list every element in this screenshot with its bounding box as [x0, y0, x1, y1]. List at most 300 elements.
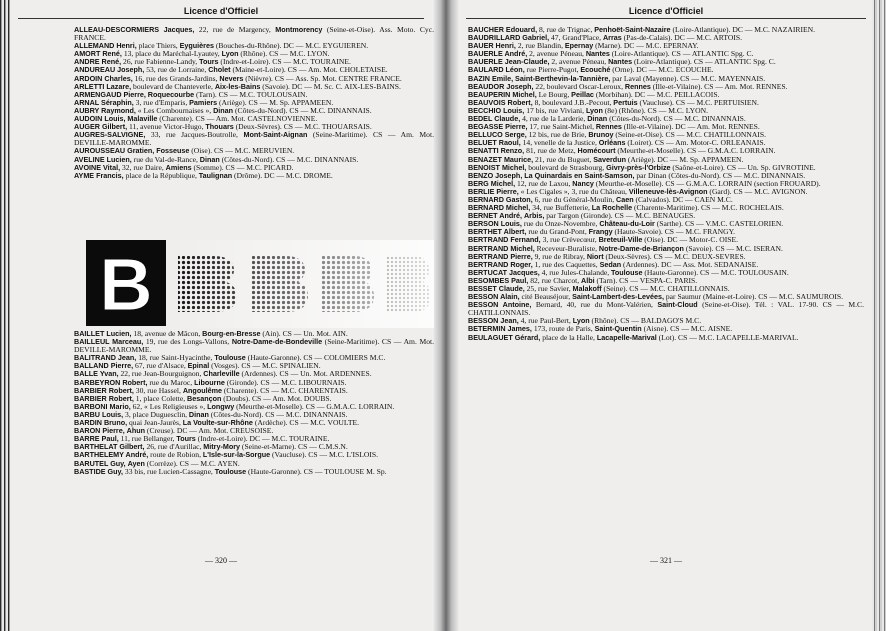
entry-details: (Ardèche). CS — M.C. VOULTE. — [252, 418, 360, 428]
entry-name: ARDOIN Charles, — [74, 73, 133, 83]
right-page — [462, 0, 870, 631]
entry-name: BESOMBES Paul, — [468, 275, 529, 285]
entry-city: Taulignan — [198, 170, 233, 180]
entry-address: 32, rue Daire, — [120, 162, 166, 172]
entry-address: place Thiers, — [136, 41, 180, 51]
directory-entry — [74, 131, 434, 147]
entry-name: BERG Michel, — [468, 178, 516, 188]
entry-details: (Loire-Atlantique). CS — ATLANTIC Spg. C. — [609, 49, 754, 59]
entry-address: 11, rue Bellanger, — [118, 434, 177, 444]
entry-city: Saint-Lambert-des-Levées, — [572, 292, 664, 302]
entry-name: BENOIST Michel, — [468, 162, 527, 172]
entry-city: Albi — [581, 275, 595, 285]
entry-name: BERNET André, — [468, 211, 523, 221]
entry-city: Homécourt — [577, 146, 616, 156]
entry-name: BARBIER Robert, — [74, 393, 134, 403]
entry-details: (Haute-Garonne). CS — M.C. TOULOUSAIN. — [642, 267, 789, 277]
entry-details: (Indre-et-Loire). CS — M.C. TOURAINE. — [218, 57, 351, 67]
entry-name: BESSET Claude, — [468, 284, 525, 293]
entry-address: 6, rue du Général-Moulin, — [532, 194, 617, 204]
entry-details: (Ain). CS — Un. Mot. AIN. — [260, 329, 348, 338]
entry-city: Epinal — [187, 361, 210, 371]
entry-address: place de la Halle, — [540, 332, 597, 342]
entry-name: BAULARD Léon, — [468, 65, 525, 75]
entry-details: (Haute-Garonne). CS — COLOMIERS M.C. — [245, 353, 386, 363]
entry-city: Arbis, — [523, 211, 545, 221]
entry-name: BARBU Louis, — [74, 409, 124, 419]
entry-name: BERLIE Pierre, — [468, 186, 519, 196]
entry-address: 173, route de Paris, — [531, 324, 595, 334]
entry-name: BASTIDE Guy, — [74, 466, 123, 476]
entry-address: 4, rue Jules-Chalande, — [539, 267, 612, 277]
entry-city: Château-du-Loir — [599, 219, 655, 229]
entry-name: BEGASSE Pierre, — [468, 122, 528, 132]
entry-address: 3, rue d'Emparis, — [133, 97, 190, 107]
entry-details: par Dinan (Côtes-du-Nord). CS — M.C. DINANNAIS. — [634, 170, 806, 180]
entry-address: Le Bourg, — [536, 89, 572, 99]
entry-city: Peillac — [571, 89, 594, 99]
entry-city: Bourg-en-Bresse — [202, 329, 261, 338]
entry-details: (Seine-et-Oise). Ass. Moto. Cyc. FRANCE. — [74, 25, 434, 43]
header-rule — [18, 18, 424, 19]
entry-address: boulevard de Chanteverle, — [131, 81, 215, 91]
entry-city: Besançon — [187, 393, 222, 403]
entry-address: 3, place Duguesclin, — [123, 409, 189, 419]
entry-name: BALLAND Pierre, — [74, 361, 134, 371]
entry-address: cité Beauséjour, — [519, 292, 573, 302]
entry-name: BERTRAND Michel, — [468, 243, 535, 253]
entry-name: AUBRY Raymond, — [74, 105, 136, 115]
entry-address: 67, rue d'Alsace, — [133, 361, 188, 371]
entry-city: Toulouse — [611, 267, 643, 277]
entry-details: (Seine-et-Marne). CS — C.M.S.N. — [240, 442, 348, 452]
entry-city: Angoulême — [182, 385, 222, 395]
entry-address: 26, rue Fabienne-Landy, — [121, 57, 200, 67]
entry-details: (Pas-de-Calais). DC — M.C. ARTOIS. — [621, 33, 743, 43]
entry-address: 18, rue Saint-Hyacinthe, — [136, 353, 215, 363]
entry-name: BESSON Antoine, — [468, 300, 532, 310]
entry-name: BAUERLE Jean-Claude, — [468, 57, 550, 67]
entry-address: 19, rue des Longs-Vallons, — [143, 337, 232, 347]
entry-city: Breteuil-Ville — [598, 235, 643, 245]
entry-details: (Tarn). CS — M.C. TOULOUSAIN. — [194, 89, 308, 99]
running-head: Licence d'Officiel — [183, 6, 259, 16]
entry-name: BALLE Yvan, — [74, 369, 119, 379]
entry-city: Saverdun — [593, 154, 626, 164]
entry-address: 3, rue Crèvecœur, — [540, 235, 599, 245]
directory-entry — [468, 334, 864, 342]
entry-details: (Savoie). DC — M. Sc. C. AIX-LES-BAINS. — [260, 81, 401, 91]
entry-city: Toulouse — [214, 466, 247, 476]
entry-name: AUROUSSEAU Gratien, — [74, 146, 155, 156]
entry-details: (Ariège). DC — M. Sp. APPAMEEN. — [625, 154, 744, 164]
entry-details: (8e) (Rhône). CS — M.C. LYON. — [602, 105, 708, 115]
entry-details: (Seine). CS — M.C. CHATILLONNAIS. — [601, 284, 730, 293]
entry-address: 26, rue d'Aurillac, — [144, 442, 204, 452]
entry-city: Dinan — [213, 105, 234, 115]
entry-details: (Aisne). CS — M.C. AISNE. — [641, 324, 733, 334]
entry-city: Aix-les-Bains — [214, 81, 261, 91]
entry-details: (Savoie). CS — M.C. ISERAN. — [683, 243, 783, 253]
page-edges-left — [0, 0, 10, 631]
entry-details: (Côtes-du-Nord). CS — M.C. DINANNAIS. — [607, 114, 746, 124]
entry-details: par Laval (Mayenne). CS — M.C. MAYENNAIS. — [610, 73, 766, 83]
entry-details: (Creuse). DC — Am. Mot. CREUSOISE. — [145, 426, 274, 436]
entry-details: (Gard). CS — M.C. AVIGNON. — [707, 186, 808, 196]
entry-address: 22, rue de Margency, — [194, 25, 276, 34]
entry-name: BEDEL Claude, — [468, 114, 521, 124]
entry-name: BESSON Alain, — [468, 292, 520, 302]
entry-details: (Indre-et-Loire). DC — M.C. TOURAINE. — [195, 434, 330, 444]
entry-address: 12, rue de Laxou, — [515, 178, 573, 188]
entry-address: Bernard, 40, rue du Mont-Valérien, — [531, 300, 658, 310]
entry-address: 17 bis, rue Viviani, — [524, 105, 586, 115]
entry-details: (Saône-et-Loire). CS — Un. Sp. GIVROTINE. — [670, 162, 816, 172]
entry-address: 2, avenue Péneau, — [549, 57, 609, 67]
entry-details: (Bouches-du-Rhône). DC — M.C. EYGUIEREN. — [213, 41, 369, 51]
entry-address: 1, place Colette, — [133, 393, 188, 403]
entry-name: BERTUCAT Jacques, — [468, 267, 540, 277]
entry-name: BESSON Jean, — [468, 316, 519, 326]
entry-address: 21, rue du Buguet, — [533, 154, 594, 164]
entry-details: (Charente). CS — Am. Mot. CASTELNOVIENNE. — [157, 114, 318, 124]
entry-name: BERSON Louis, — [468, 219, 522, 229]
entry-name: BAZIN Emile, — [468, 73, 514, 83]
entry-details: (Seine-et-Oise). CS — M.C. CHATILLONNAIS. — [613, 130, 766, 140]
entry-address: 11, avenue Victor-Hugo, — [127, 122, 206, 132]
entry-name: ALLEAU-DESCORMIERS Jacques, — [74, 25, 195, 34]
section-letter: B — [99, 243, 153, 326]
entry-city: Rennes — [595, 122, 622, 132]
entry-name: BARON Pierre, — [74, 426, 125, 436]
entry-address: 17, rue Saint-Michel, — [527, 122, 596, 132]
entry-city: Orléans — [598, 138, 626, 148]
entry-name: AVOINE Vital, — [74, 162, 121, 172]
entry-details: par Targon (Gironde). CS — M.C. BENAUGES. — [544, 211, 696, 221]
entry-city: Epernay — [564, 41, 594, 51]
entry-city: Nantes — [585, 49, 610, 59]
entry-details: (Ardennes). CS — Un. Mot. ARDENNES. — [239, 369, 372, 379]
entry-city: Longwy — [207, 401, 235, 411]
left-page — [14, 0, 435, 631]
entry-name: BELLUCO Serge, — [468, 130, 527, 140]
entry-details: (Meurthe-et-Moselle). CS — G.M.A.C. LORRAIN (section FROUARD). — [593, 178, 821, 188]
entry-address: 62, « Les Religieuses », — [130, 401, 208, 411]
entry-name: BALITRAND Jean, — [74, 353, 137, 363]
entry-details: (Ardennes). DC — Ass. Mot. SEDANAISE. — [621, 259, 759, 269]
entry-details: (Lot). CS — M.C. LACAPELLE-MARIVAL. — [656, 332, 799, 342]
entry-name: AUGRES-SALVIGNE, — [74, 130, 146, 140]
entry-address: Receveur-Buraliste, — [534, 243, 599, 253]
entry-city: Frangy — [588, 227, 613, 237]
entry-city: Roquecourbe — [147, 89, 195, 99]
entry-details: (Côtes-du-Nord). CS — M.C. DINANNAIS. — [233, 105, 372, 115]
entry-city: Givry-près-l'Orbize — [606, 162, 671, 172]
entry-details: (Maine-et-Loire). CS — Am. Mot. CHOLETAISE. — [230, 65, 388, 75]
entry-details: par Saumur (Maine-et-Loire). CS — M.C. SAUMUROIS. — [663, 292, 844, 302]
entry-details: (Drôme). DC — M.C. DROME. — [232, 170, 333, 180]
entry-name: BENZO Joseph, — [468, 170, 523, 180]
entry-city: Fosseuse — [156, 146, 190, 156]
entry-name: BARDIN Bruno, — [74, 418, 128, 428]
entry-details: (Deux-Sèvres). CS — M.C. DEUX-SEVRES. — [603, 251, 746, 261]
entry-city: Malaville — [127, 114, 158, 124]
entry-name: BECCHIO Louis, — [468, 105, 525, 115]
entry-address: 8, rue de Trignac, — [537, 25, 595, 34]
entry-city: Villeneuve-lès-Avignon — [628, 186, 708, 196]
entry-name: ALLEMAND Henri, — [74, 41, 137, 51]
entry-details: (Charente-Maritime). CS — M.C. ROCHELAIS. — [632, 203, 784, 213]
entry-details: (Côtes-du-Nord). CS — M.C. DINANNAIS. — [219, 154, 359, 164]
entry-details: (Meurthe-et-Moselle). CS — G.M.A.C. LORRAIN. — [615, 146, 776, 156]
entry-address: 30, rue Hassel, — [133, 385, 183, 395]
entry-details: (Vaucluse). CS — M.C. L'ISLOIS. — [270, 450, 379, 460]
entry-details: (Loire-Atlantique). DC — M.C. NAZAIRIEN. — [670, 25, 816, 34]
entry-name: BENATTI Renzo, — [468, 146, 525, 156]
entry-details: (Seine-et-Oise). Tél. : VAL. 17-90. CS — M.C. CHATILLONNAIS. — [468, 300, 864, 318]
entry-city: Rennes — [624, 81, 651, 91]
entry-address: 2, avenue Péneau, — [527, 49, 586, 59]
entry-address: 18, avenue de Mâcon, — [131, 329, 203, 338]
entry-list — [74, 330, 434, 476]
entry-details: (Oise). DC — Motor-C. OISE. — [642, 235, 739, 245]
entry-name: BERTRAND Pierre, — [468, 251, 533, 261]
entry-city: Lyon — [572, 316, 590, 326]
entry-details: (Haute-Savoie). CS — M.C. FRANGY. — [612, 227, 736, 237]
entry-address: 4, rue Paul-Bert, — [518, 316, 573, 326]
entry-city: Tours — [199, 57, 219, 67]
entry-address: 53, rue de Lorraine, — [144, 65, 209, 75]
entry-address: rue du Grand-Pont, — [526, 227, 589, 237]
entry-city: Toulouse — [214, 353, 246, 363]
entry-city: Nancy — [572, 178, 594, 188]
entry-address: 12 bis, rue de Brie, — [526, 130, 589, 140]
entry-name: BAUER Henri, — [468, 41, 516, 51]
entry-details: (Orne). DC — M.C. ECOUCHE. — [610, 65, 714, 75]
entry-city: Saint-Quentin — [594, 324, 642, 334]
entry-address: 25, rue Savier, — [524, 284, 573, 293]
entry-city: Ahun — [126, 426, 146, 436]
running-head: Licence d'Officiel — [628, 6, 704, 16]
entry-name: BERTRAND Roger, — [468, 259, 533, 269]
entry-address: 34, rue Buffetterie, — [530, 203, 592, 213]
entry-name: BARBONI Mario, — [74, 401, 131, 411]
entry-name: AUGER Gilbert, — [74, 122, 128, 132]
entry-details: (Morbihan). DC — M.C. PEILLACOIS. — [593, 89, 720, 99]
book-gutter — [432, 0, 460, 631]
directory-entry — [74, 338, 434, 354]
entry-address: 2, rue Blandin, — [515, 41, 565, 51]
entry-name: BEULAGUET Gérard, — [468, 332, 541, 342]
entry-name: BARUTEL Guy, — [74, 458, 126, 468]
entry-city: Lacapelle-Marival — [596, 332, 657, 342]
entry-city: Nevers — [219, 73, 244, 83]
entry-city: La Quinardais en Saint-Samson, — [524, 170, 635, 180]
directory-entry — [74, 468, 434, 476]
entry-name: BARRE Paul, — [74, 434, 119, 444]
entry-address: « Les Combournaises », — [135, 105, 214, 115]
entry-city: Brunoy — [588, 130, 614, 140]
entry-address: 16, rue des Grands-Jardins, — [132, 73, 220, 83]
directory-entry — [74, 26, 434, 42]
entry-details: (Doubs). CS — Am. Mot. DOUBS. — [221, 393, 332, 403]
entry-details: (Seine-Maritime). CS — Am. Mot. DEVILLE-MAROMME. — [74, 130, 434, 148]
entry-city: Caen — [616, 194, 634, 204]
entry-name: ARNAL Séraphin, — [74, 97, 134, 107]
entry-city: Cholet — [208, 65, 231, 75]
entry-city: Penhoët-Saint-Nazaire — [594, 25, 671, 34]
entry-city: Niort — [586, 251, 604, 261]
entry-details: (Calvados). DC — CAEN M.C. — [633, 194, 733, 204]
entry-address: 9, rue de Ribray, — [532, 251, 587, 261]
entry-city: Lyon — [221, 49, 239, 59]
entry-city: Mitry-Mory — [203, 442, 241, 452]
entry-details: (Tarn). CS — VESPA-C. PARIS. — [594, 275, 698, 285]
page-number: — 320 — — [205, 556, 237, 565]
entry-details: (Deux-Sèvres). CS — M.C. THOUARSAIS. — [233, 122, 372, 132]
entry-details: (Gironde). CS — M.C. LIBOURNAIS. — [224, 377, 347, 387]
entry-address: 82, rue Charcot, — [528, 275, 582, 285]
entry-address: 33, rue Jacques-Boutrolle, — [145, 130, 244, 140]
entry-city: Ayen — [127, 458, 145, 468]
entry-address: rue du Maroc, — [147, 377, 195, 387]
entry-name: BAUDRILLARD Gabriel, — [468, 33, 550, 43]
entry-name: ARMENGAUD Pierre, — [74, 89, 146, 99]
entry-city: Dinan — [587, 114, 608, 124]
entry-city: Montmorency — [275, 25, 323, 34]
entry-name: BERTRAND Fernand, — [468, 235, 541, 245]
entry-details: (Ille-et-Vilaine). CS — Am. Mot. RENNES. — [650, 81, 788, 91]
entry-details: (Marne). DC — M.C. EPERNAY. — [593, 41, 699, 51]
entry-details: (Corrèze). CS — M.C. AYEN. — [144, 458, 240, 468]
entry-city: Amiens — [165, 162, 192, 172]
entry-name: ANDUREAU Joseph, — [74, 65, 145, 75]
entry-city: Notre-Dame-de-Bondeville — [231, 337, 323, 347]
page-number: — 321 — — [650, 556, 682, 565]
entry-name: AUDOIN Louis, — [74, 114, 126, 124]
entry-name: ARLETTI Lazare, — [74, 81, 132, 91]
entry-city: Saint-Cloud — [657, 300, 698, 310]
entry-list — [468, 26, 864, 342]
entry-address: rue du Onze-Novembre, — [521, 219, 600, 229]
entry-address: 8, boulevard J.B.-Pecout, — [532, 97, 614, 107]
entry-city: Dinan — [199, 154, 220, 164]
entry-address: 33 bis, rue Lucien-Cassagne, — [123, 466, 215, 476]
entry-details: (Vaucluse). CS — M.C. PERTUISIEN. — [637, 97, 759, 107]
entry-name: BEAUVOIS Robert, — [468, 97, 533, 107]
entry-details: (Vosges). CS — M.C. SPINALIEN. — [209, 361, 321, 371]
entry-address: quai Jean-Jaurès, — [127, 418, 183, 428]
entry-city: L'Isle-sur-la-Sorgue — [202, 450, 271, 460]
entry-name: BERNARD Michel, — [468, 203, 531, 213]
entry-details: (Rhône). CS — BALDAGO'S M.C. — [589, 316, 702, 326]
entry-address: 4, rue de la Larderie, — [520, 114, 588, 124]
entry-name: BAUERLE André, — [468, 49, 528, 59]
entry-details: (Sarthe). CS — V.M.C. CASTELORIEN. — [654, 219, 784, 229]
entry-address: rue Pierre-Pugot, — [524, 65, 581, 75]
entry-city: Ecouché — [580, 65, 611, 75]
entry-address: 22, boulevard Oscar-Leroux, — [533, 81, 625, 91]
entry-name: AYME Francis, — [74, 170, 124, 180]
entry-city: Pertuis — [613, 97, 638, 107]
entry-city: La Rochelle — [591, 203, 633, 213]
entry-details: (Rhône). CS — M.C. LYON. — [238, 49, 330, 59]
entry-details: (Ille-et-Vilaine). DC — Am. Mot. RENNES. — [621, 122, 760, 132]
entry-city: Mont-Saint-Aignan — [243, 130, 308, 140]
entry-details: (Meurthe-et-Moselle). CS — G.M.A.C. LORRAIN. — [234, 401, 395, 411]
entry-list — [74, 26, 434, 180]
entry-city: La Voulte-sur-Rhône — [182, 418, 253, 428]
entry-city: Eyguières — [179, 41, 214, 51]
entry-details: (Loire-Atlantique). CS — ATLANTIC Spg. C. — [632, 57, 776, 67]
entry-details: (Ariège). CS — M. Sp. APPAMEEN. — [217, 97, 334, 107]
entry-details: (Haute-Garonne). CS — TOULOUSE M. Sp. — [246, 466, 387, 476]
entry-name: BEAUPERIN Michel, — [468, 89, 537, 99]
entry-address: boulevard de Strasbourg, — [526, 162, 607, 172]
entry-name: BEAUDOR Joseph, — [468, 81, 534, 91]
entry-city: Saint-Berthevin-la-Tannière, — [515, 73, 611, 83]
entry-details: (Charente). CS — M.C. CHARENTAIS. — [221, 385, 348, 395]
entry-name: BERNARD Gaston, — [468, 194, 533, 204]
section-banner — [86, 240, 434, 328]
entry-address: 1, rue des Caquettes, — [532, 259, 600, 269]
directory-entry — [468, 301, 864, 317]
entry-details: (Somme). CS — M.C. PICARD. — [191, 162, 294, 172]
entry-city: Notre-Dame-de-Briançon — [598, 243, 684, 253]
entry-name: AMORT René, — [74, 49, 122, 59]
header-rule — [466, 18, 866, 19]
entry-city: Tours — [176, 434, 196, 444]
entry-name: BENAZET Maurice, — [468, 154, 534, 164]
entry-address: 81, rue de Metz, — [524, 146, 578, 156]
entry-city: Charleville — [203, 369, 240, 379]
entry-city: Arras — [602, 33, 622, 43]
entry-name: BAILLEUL Marceau, — [74, 337, 144, 347]
entry-city: Sedan — [599, 259, 622, 269]
entry-city: Pamiers — [189, 97, 218, 107]
entry-city: Nantes — [608, 57, 633, 67]
entry-address: 47, Grand'Place, — [549, 33, 603, 43]
entry-name: BERTHET Albert, — [468, 227, 527, 237]
page-edges-right — [872, 0, 886, 631]
entry-city: Dinan — [188, 409, 209, 419]
entry-city: Lyon — [585, 105, 603, 115]
entry-name: BARBEYRON Robert, — [74, 377, 148, 387]
entry-details: (Côtes-du-Nord). CS — M.C. DINANNAIS. — [208, 409, 348, 419]
entry-details: (Loiret). CS — Am. Motor-C. ORLEANAIS. — [625, 138, 766, 148]
entry-name: BARTHELEMY André, — [74, 450, 149, 460]
entry-details: (Seine-Maritime). CS — Am. Mot. DEVILLE-MAROMME. — [74, 337, 435, 355]
entry-address: « Les Cigales », 3, rue du Château, — [518, 186, 629, 196]
entry-name: BARTHELAT Gilbert, — [74, 442, 145, 452]
entry-address: 13, place du Maréchal-Lyautey, — [121, 49, 222, 59]
entry-address: route de Robion, — [148, 450, 203, 460]
entry-city: Libourne — [194, 377, 225, 387]
entry-city: Malakoff — [572, 284, 602, 293]
directory-entry — [74, 172, 434, 180]
entry-address: 14, venelle de la Justice, — [520, 138, 599, 148]
entry-name: BAUCHER Edouard, — [468, 25, 538, 34]
entry-address: place de la République, — [123, 170, 199, 180]
entry-name: BAILLET Lucien, — [74, 329, 132, 338]
entry-name: BELUET Raoul, — [468, 138, 521, 148]
entry-name: AVELINE Lucien, — [74, 154, 132, 164]
entry-details: (Oise). CS — M.C. MERUVIEN. — [189, 146, 295, 156]
section-banner-art — [86, 240, 434, 328]
entry-name: BETERMIN James, — [468, 324, 532, 334]
entry-details: (Nièvre). CS — Ass. Sp. Mot. CENTRE FRANCE. — [243, 73, 402, 83]
entry-address: 22, rue Jean-Bourguignon, — [118, 369, 204, 379]
